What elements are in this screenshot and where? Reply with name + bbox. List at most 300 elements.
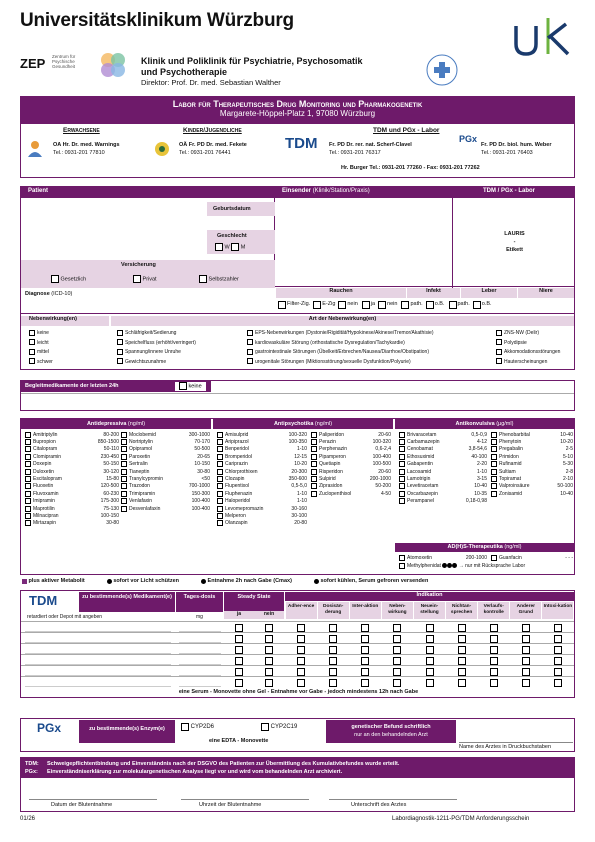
drug-checkbox[interactable] bbox=[121, 454, 127, 460]
indication-checkbox[interactable] bbox=[426, 679, 434, 687]
pgx-name: Fr. PD Dr. biol. hum. Weber bbox=[481, 142, 552, 148]
drug-checkbox[interactable] bbox=[491, 446, 497, 452]
consent-pgx-text: Einverständniserklärung zur molekulargenetischen Analyse liegt vor und wird vom behandelnden Arzt archiviert. bbox=[47, 769, 343, 775]
drug-name: Perampanel bbox=[407, 498, 434, 505]
req-drug-field[interactable] bbox=[25, 678, 171, 687]
filter-zig-label: Filter-Zig. bbox=[287, 301, 311, 308]
drug-range: 50-110 bbox=[103, 446, 119, 453]
drug-checkbox[interactable] bbox=[311, 454, 317, 460]
indication-checkbox[interactable] bbox=[522, 646, 530, 654]
guanfacin-checkbox[interactable] bbox=[491, 555, 497, 561]
drug-checkbox[interactable] bbox=[491, 454, 497, 460]
indication-checkbox[interactable] bbox=[426, 657, 434, 665]
drug-checkbox[interactable] bbox=[25, 506, 31, 512]
drug-name: Valproinsäure bbox=[499, 483, 530, 490]
drug-checkbox[interactable] bbox=[217, 461, 223, 467]
drug-checkbox[interactable] bbox=[311, 432, 317, 438]
steady-nein-checkbox[interactable] bbox=[265, 635, 273, 643]
drug-checkbox[interactable] bbox=[25, 461, 31, 467]
drug-range: 20-80 bbox=[294, 520, 307, 527]
drug-row bbox=[491, 461, 573, 468]
drug-checkbox[interactable] bbox=[311, 476, 317, 482]
req-drug-field[interactable] bbox=[25, 667, 171, 676]
drug-checkbox[interactable] bbox=[25, 439, 31, 445]
drug-name: Sertralin bbox=[129, 461, 148, 468]
indication-checkbox[interactable] bbox=[458, 624, 466, 632]
steady-nein-checkbox[interactable] bbox=[265, 668, 273, 676]
indication-checkbox[interactable] bbox=[522, 668, 530, 676]
drug-range: 10-40 bbox=[560, 431, 573, 438]
indication-checkbox[interactable] bbox=[490, 646, 498, 654]
indication-checkbox[interactable] bbox=[554, 624, 562, 632]
indication-checkbox[interactable] bbox=[393, 657, 401, 665]
drug-row bbox=[491, 490, 573, 497]
drug-name: Cariprazin bbox=[225, 461, 248, 468]
nw-checkbox[interactable] bbox=[117, 330, 123, 336]
indication-checkbox[interactable] bbox=[329, 635, 337, 643]
adult-head: Erwachsene bbox=[63, 127, 100, 134]
indication-checkbox[interactable] bbox=[329, 624, 337, 632]
gesetzlich-checkbox[interactable] bbox=[51, 275, 59, 283]
req-row bbox=[21, 665, 574, 676]
steady-ja-checkbox[interactable] bbox=[235, 635, 243, 643]
drug-checkbox[interactable] bbox=[491, 469, 497, 475]
drug-row bbox=[25, 446, 119, 453]
nw-option bbox=[117, 339, 196, 349]
steady-nein-checkbox[interactable] bbox=[265, 679, 273, 687]
drug-range: 3,8-54,6 bbox=[468, 446, 487, 453]
drug-name: Fluphenazin bbox=[225, 490, 253, 497]
nw-checkbox[interactable] bbox=[496, 349, 502, 355]
drug-name: Tranylcypromin bbox=[129, 476, 163, 483]
drug-name: Risperidon bbox=[319, 468, 343, 475]
sender-head: Einsender bbox=[282, 188, 312, 194]
niere-path-checkbox[interactable] bbox=[449, 301, 457, 309]
nw-checkbox[interactable] bbox=[496, 358, 502, 364]
drug-checkbox[interactable] bbox=[399, 498, 405, 504]
indication-checkbox[interactable] bbox=[329, 679, 337, 687]
indication-checkbox[interactable] bbox=[297, 624, 305, 632]
nw-option bbox=[247, 348, 434, 358]
indication-checkbox[interactable] bbox=[522, 657, 530, 665]
drug-name: Levetiracetam bbox=[407, 483, 439, 490]
nw-checkbox[interactable] bbox=[29, 330, 35, 336]
nw-option-label: ZNS-NW (Delir) bbox=[504, 330, 539, 336]
gesetzlich-label: Gesetzlich bbox=[60, 276, 87, 283]
drug-range: 60-230 bbox=[103, 490, 119, 497]
indication-checkbox[interactable] bbox=[426, 646, 434, 654]
drug-range: 4-12 bbox=[476, 439, 487, 446]
drug-row bbox=[311, 461, 391, 468]
lauris-dash: - bbox=[513, 239, 516, 245]
nw-checkbox[interactable] bbox=[29, 358, 35, 364]
begleit-keine-checkbox[interactable] bbox=[179, 382, 187, 390]
drug-checkbox[interactable] bbox=[311, 439, 317, 445]
consent-pgx-lbl: PGx: bbox=[25, 769, 38, 775]
drug-checkbox[interactable] bbox=[491, 476, 497, 482]
drug-checkbox[interactable] bbox=[25, 483, 31, 489]
sign-field[interactable] bbox=[329, 782, 457, 800]
drug-checkbox[interactable] bbox=[121, 506, 127, 512]
pgx-edta: eine EDTA - Monovette bbox=[209, 738, 269, 744]
indication-checkbox[interactable] bbox=[361, 646, 369, 654]
drug-name: Carbamazepin bbox=[407, 439, 440, 446]
indication-checkbox[interactable] bbox=[361, 635, 369, 643]
drug-name: Primidon bbox=[499, 453, 519, 460]
nw-option-label: Gewichtszunahme bbox=[125, 358, 167, 365]
adult-tel: Tel.: 0931-201 77810 bbox=[53, 150, 105, 156]
adult-name: OA Hr. Dr. med. Warnings bbox=[53, 142, 120, 148]
indication-checkbox[interactable] bbox=[522, 679, 530, 687]
drug-checkbox[interactable] bbox=[217, 498, 223, 504]
drug-range: 100-500 bbox=[372, 461, 391, 468]
drug-name: Bupropion bbox=[33, 439, 56, 446]
drug-checkbox[interactable] bbox=[399, 483, 405, 489]
drug-row bbox=[491, 431, 573, 438]
drug-range: 80-200 bbox=[103, 431, 119, 438]
drug-checkbox[interactable] bbox=[25, 498, 31, 504]
nw-option bbox=[117, 348, 196, 358]
drug-checkbox[interactable] bbox=[121, 469, 127, 475]
indication-checkbox[interactable] bbox=[297, 679, 305, 687]
drug-checkbox[interactable] bbox=[25, 476, 31, 482]
nw-option-label: kardiovaskuläre Störung (orthostatische Dysregulation/Tachykardie) bbox=[255, 339, 405, 346]
nw-option bbox=[117, 329, 196, 339]
drug-name: Amitriptylin bbox=[33, 431, 58, 438]
drug-range: 30-120 bbox=[103, 468, 119, 475]
indication-checkbox[interactable] bbox=[297, 668, 305, 676]
nw-option bbox=[29, 358, 53, 368]
drug-range: 1-10 bbox=[296, 446, 307, 453]
indication-checkbox[interactable] bbox=[361, 624, 369, 632]
time-field[interactable] bbox=[181, 782, 309, 800]
filter-zig-checkbox[interactable] bbox=[278, 301, 286, 309]
nw-checkbox[interactable] bbox=[117, 339, 123, 345]
cyp2d6-checkbox[interactable] bbox=[181, 723, 189, 731]
drug-checkbox[interactable] bbox=[121, 498, 127, 504]
steady-ja-checkbox[interactable] bbox=[235, 679, 243, 687]
begleit-field[interactable] bbox=[21, 393, 574, 411]
consent-sign: Unterschrift des Arztes bbox=[351, 802, 407, 808]
indication-checkbox[interactable] bbox=[393, 668, 401, 676]
drug-checkbox[interactable] bbox=[311, 461, 317, 467]
drug-row bbox=[217, 461, 307, 468]
drug-name: Escitalopram bbox=[33, 476, 62, 483]
drug-checkbox[interactable] bbox=[25, 454, 31, 460]
req-dose-field[interactable] bbox=[179, 656, 221, 665]
steady-ja-checkbox[interactable] bbox=[235, 624, 243, 632]
indication-checkbox[interactable] bbox=[554, 679, 562, 687]
drug-checkbox[interactable] bbox=[491, 461, 497, 467]
indication-checkbox[interactable] bbox=[329, 646, 337, 654]
drug-checkbox[interactable] bbox=[25, 491, 31, 497]
niere-ob-checkbox[interactable] bbox=[473, 301, 481, 309]
nw-option-label: urogenitale Störungen (Miktionsstörung/sexuelle Dysfunktion/Polyurie) bbox=[255, 358, 411, 365]
indication-checkbox[interactable] bbox=[554, 635, 562, 643]
indication-checkbox[interactable] bbox=[522, 624, 530, 632]
leber-ob-checkbox[interactable] bbox=[426, 301, 434, 309]
infekt-nein-checkbox[interactable] bbox=[378, 301, 386, 309]
drug-row bbox=[491, 483, 573, 490]
drug-checkbox[interactable] bbox=[399, 446, 405, 452]
ind-head: Adher-ence bbox=[286, 602, 317, 619]
atomoxetin-checkbox[interactable] bbox=[399, 555, 405, 561]
diagnose-label: Diagnose bbox=[25, 291, 50, 297]
diagnose-field[interactable] bbox=[101, 289, 271, 311]
req-tdm-logo: TDM bbox=[29, 593, 58, 608]
nw-option-label: Akkomodationsstörungen bbox=[504, 349, 561, 355]
drug-range: 100-320 bbox=[372, 439, 391, 446]
indication-checkbox[interactable] bbox=[458, 679, 466, 687]
drug-checkbox[interactable] bbox=[491, 483, 497, 489]
drug-range: 0,5-0,9 bbox=[471, 431, 487, 438]
drug-name: Haloperidol bbox=[225, 498, 251, 505]
drug-checkbox[interactable] bbox=[217, 506, 223, 512]
drug-row bbox=[25, 438, 119, 445]
drug-range: 20-60 bbox=[378, 468, 391, 475]
drug-checkbox[interactable] bbox=[121, 461, 127, 467]
nw-checkbox[interactable] bbox=[117, 349, 123, 355]
drug-checkbox[interactable] bbox=[399, 454, 405, 460]
nw-checkbox[interactable] bbox=[29, 339, 35, 345]
drug-row bbox=[399, 498, 487, 505]
indication-checkbox[interactable] bbox=[490, 635, 498, 643]
nw-option-label: leicht bbox=[37, 339, 49, 346]
indication-checkbox[interactable] bbox=[361, 679, 369, 687]
indication-checkbox[interactable] bbox=[329, 668, 337, 676]
consent-date: Datum der Blutentnahme bbox=[51, 802, 113, 808]
drug-name: Levomepromazin bbox=[225, 505, 264, 512]
nw-checkbox[interactable] bbox=[496, 339, 502, 345]
drug-range: 4-50 bbox=[380, 490, 391, 497]
contact-box bbox=[20, 123, 575, 178]
rauchen-nein-checkbox[interactable] bbox=[338, 301, 346, 309]
drug-checkbox[interactable] bbox=[25, 513, 31, 519]
leber-path-checkbox[interactable] bbox=[401, 301, 409, 309]
drug-checkbox[interactable] bbox=[311, 469, 317, 475]
nw-checkbox[interactable] bbox=[247, 339, 253, 345]
req-dose-field[interactable] bbox=[179, 645, 221, 654]
drug-checkbox[interactable] bbox=[217, 483, 223, 489]
drug-range: 10-150 bbox=[194, 461, 210, 468]
drug-checkbox[interactable] bbox=[121, 439, 127, 445]
indication-checkbox[interactable] bbox=[458, 668, 466, 676]
drug-row bbox=[399, 468, 487, 475]
infekt-ja-label: ja bbox=[370, 301, 376, 308]
steady-ja-checkbox[interactable] bbox=[235, 668, 243, 676]
drug-row bbox=[399, 438, 487, 445]
consent-tdm-text: Schweigepflichtentbindung und Einverständnis nach der DSGVO des Patienten zur Übermittlung des Kumulativbefundes wurde erteilt. bbox=[47, 761, 400, 767]
drug-range: 1-10 bbox=[476, 468, 487, 475]
drug-name: Clozapin bbox=[225, 476, 245, 483]
nw-checkbox[interactable] bbox=[117, 358, 123, 364]
indication-checkbox[interactable] bbox=[393, 635, 401, 643]
steady-nein-checkbox[interactable] bbox=[265, 657, 273, 665]
indication-checkbox[interactable] bbox=[554, 646, 562, 654]
drug-checkbox[interactable] bbox=[121, 483, 127, 489]
req-drug-field[interactable] bbox=[25, 634, 171, 643]
ukw-logo bbox=[510, 14, 576, 64]
methylphenidat-note: → nur mit Rücksprache Labor bbox=[458, 562, 526, 569]
nw-checkbox[interactable] bbox=[29, 349, 35, 355]
drug-checkbox[interactable] bbox=[217, 513, 223, 519]
req-dose-field[interactable] bbox=[179, 678, 221, 687]
arzt-name-field[interactable] bbox=[459, 721, 573, 743]
drug-checkbox[interactable] bbox=[217, 491, 223, 497]
nw-checkbox[interactable] bbox=[496, 330, 502, 336]
indication-checkbox[interactable] bbox=[490, 668, 498, 676]
nw-option bbox=[29, 329, 53, 339]
indication-checkbox[interactable] bbox=[361, 657, 369, 665]
child-name: OÄ Fr. PD Dr. med. Fekete bbox=[179, 142, 247, 148]
drug-checkbox[interactable] bbox=[399, 432, 405, 438]
cyp2c19-checkbox[interactable] bbox=[261, 723, 269, 731]
drug-checkbox[interactable] bbox=[217, 469, 223, 475]
ind-head: Verlaufs-kontrolle bbox=[478, 602, 509, 619]
indication-checkbox[interactable] bbox=[458, 646, 466, 654]
drug-row bbox=[25, 453, 119, 460]
drug-checkbox[interactable] bbox=[25, 432, 31, 438]
indication-checkbox[interactable] bbox=[522, 635, 530, 643]
req-drug-field[interactable] bbox=[25, 623, 171, 632]
drug-checkbox[interactable] bbox=[25, 469, 31, 475]
pgx-logo: PGx bbox=[459, 134, 478, 144]
indication-checkbox[interactable] bbox=[393, 624, 401, 632]
drug-name: Moclobemid bbox=[129, 431, 156, 438]
methylphenidat-checkbox[interactable] bbox=[399, 563, 405, 569]
drug-checkbox[interactable] bbox=[217, 476, 223, 482]
privat-checkbox[interactable] bbox=[133, 275, 141, 283]
indication-checkbox[interactable] bbox=[393, 679, 401, 687]
indication-checkbox[interactable] bbox=[426, 624, 434, 632]
drug-row bbox=[121, 453, 210, 460]
nw-checkbox[interactable] bbox=[247, 330, 253, 336]
nw-option-label: EPS-Nebenwirkungen (Dystonie/Rigidität/Hypokinese/Akinese/Tremor/Akathisie) bbox=[255, 330, 434, 336]
ezig-checkbox[interactable] bbox=[313, 301, 321, 309]
req-dose-field[interactable] bbox=[179, 634, 221, 643]
drug-checkbox[interactable] bbox=[311, 446, 317, 452]
infekt-ja-checkbox[interactable] bbox=[362, 301, 370, 309]
indication-checkbox[interactable] bbox=[490, 624, 498, 632]
steady-nein-checkbox[interactable] bbox=[265, 624, 273, 632]
drug-range: 10-35 bbox=[474, 490, 487, 497]
tdm-tel: Tel.: 0931-201 76317 bbox=[329, 150, 381, 156]
sender-sub: (Klinik/Station/Praxis) bbox=[312, 188, 370, 194]
indication-checkbox[interactable] bbox=[426, 635, 434, 643]
indication-checkbox[interactable] bbox=[458, 657, 466, 665]
drug-name: Pregabalin bbox=[499, 446, 523, 453]
indication-checkbox[interactable] bbox=[458, 635, 466, 643]
child-icon bbox=[153, 140, 171, 158]
nw-checkbox[interactable] bbox=[247, 358, 253, 364]
drug-checkbox[interactable] bbox=[121, 491, 127, 497]
drug-checkbox[interactable] bbox=[217, 439, 223, 445]
steady-ja-checkbox[interactable] bbox=[235, 646, 243, 654]
drug-checkbox[interactable] bbox=[217, 432, 223, 438]
indication-checkbox[interactable] bbox=[490, 657, 498, 665]
drug-checkbox[interactable] bbox=[217, 446, 223, 452]
drug-range: 20-300 bbox=[291, 468, 307, 475]
indication-checkbox[interactable] bbox=[297, 646, 305, 654]
privat-label: Privat bbox=[142, 276, 157, 283]
drug-checkbox[interactable] bbox=[217, 520, 223, 526]
adhs-unit: (ng/ml) bbox=[504, 544, 522, 550]
req-row bbox=[21, 643, 574, 654]
drug-name: Melperon bbox=[225, 512, 246, 519]
drug-row bbox=[121, 461, 210, 468]
drug-checkbox[interactable] bbox=[491, 491, 497, 497]
drug-checkbox[interactable] bbox=[399, 469, 405, 475]
req-dose-field[interactable] bbox=[179, 623, 221, 632]
indication-checkbox[interactable] bbox=[329, 657, 337, 665]
drug-range: 10-20 bbox=[560, 439, 573, 446]
drug-row bbox=[311, 475, 391, 482]
drug-row bbox=[25, 431, 119, 438]
drug-checkbox[interactable] bbox=[399, 461, 405, 467]
patient-box bbox=[20, 197, 575, 287]
date-field[interactable] bbox=[29, 782, 157, 800]
drug-range: 2-5 bbox=[565, 446, 573, 453]
drug-checkbox[interactable] bbox=[311, 483, 317, 489]
drug-range: 200-1000 bbox=[369, 476, 391, 483]
indication-checkbox[interactable] bbox=[297, 657, 305, 665]
drug-range: 20-60 bbox=[378, 431, 391, 438]
req-dose-field[interactable] bbox=[179, 667, 221, 676]
drug-checkbox[interactable] bbox=[25, 446, 31, 452]
nw-option bbox=[496, 358, 560, 368]
req-drug-field[interactable] bbox=[25, 645, 171, 654]
drug-checkbox[interactable] bbox=[311, 491, 317, 497]
indication-checkbox[interactable] bbox=[490, 679, 498, 687]
req-drug-field[interactable] bbox=[25, 656, 171, 665]
drug-range: 50-200 bbox=[375, 483, 391, 490]
lab-title: Labor für Therapeutisches Drug Monitoring und Pharmakogenetik bbox=[172, 99, 423, 109]
indication-checkbox[interactable] bbox=[554, 657, 562, 665]
drug-checkbox[interactable] bbox=[491, 439, 497, 445]
nw-head: Nebenwirkung(en) bbox=[29, 316, 77, 322]
indication-checkbox[interactable] bbox=[554, 668, 562, 676]
drug-range: 10-20 bbox=[294, 461, 307, 468]
w-checkbox[interactable] bbox=[215, 243, 223, 251]
drug-checkbox[interactable] bbox=[25, 520, 31, 526]
drug-checkbox[interactable] bbox=[217, 454, 223, 460]
drug-row bbox=[217, 438, 307, 445]
rauchen-label: Rauchen bbox=[329, 288, 353, 294]
sender-field[interactable] bbox=[276, 198, 453, 288]
indication-checkbox[interactable] bbox=[361, 668, 369, 676]
indication-checkbox[interactable] bbox=[297, 635, 305, 643]
nw-checkbox[interactable] bbox=[247, 349, 253, 355]
drug-row bbox=[121, 505, 210, 512]
drug-checkbox[interactable] bbox=[121, 446, 127, 452]
m-checkbox[interactable] bbox=[231, 243, 239, 251]
steady-nein-checkbox[interactable] bbox=[265, 646, 273, 654]
drug-checkbox[interactable] bbox=[399, 491, 405, 497]
selbstzahler-checkbox[interactable] bbox=[199, 275, 207, 283]
indication-checkbox[interactable] bbox=[393, 646, 401, 654]
drug-checkbox[interactable] bbox=[491, 432, 497, 438]
drug-checkbox[interactable] bbox=[121, 476, 127, 482]
drug-checkbox[interactable] bbox=[121, 432, 127, 438]
drug-checkbox[interactable] bbox=[399, 439, 405, 445]
drug-checkbox[interactable] bbox=[399, 476, 405, 482]
indication-checkbox[interactable] bbox=[426, 668, 434, 676]
steady-ja-checkbox[interactable] bbox=[235, 657, 243, 665]
zep-label: ZEP bbox=[20, 56, 46, 71]
drug-row bbox=[217, 512, 307, 519]
child-tel: Tel.: 0931-201 76441 bbox=[179, 150, 231, 156]
etikett-label: Etikett bbox=[506, 247, 523, 253]
